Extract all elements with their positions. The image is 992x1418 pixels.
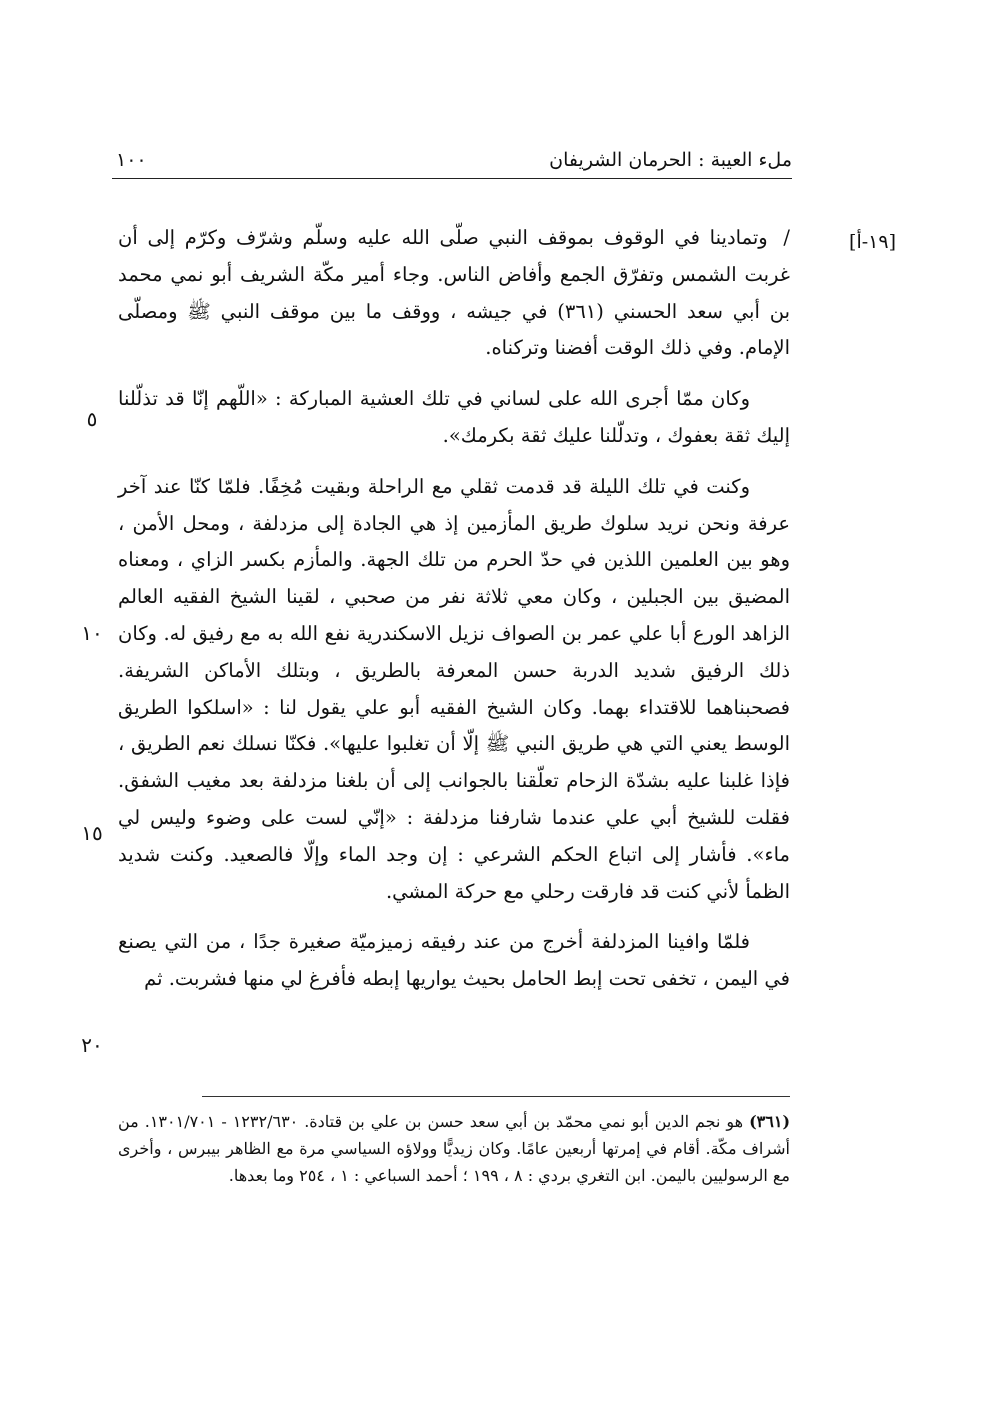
page-number: ١٠٠ — [116, 149, 147, 171]
running-header — [112, 146, 792, 179]
footnote-text: هو نجم الدين أبو نمي محمّد بن أبي سعد حسن بن علي بن قتادة. ١٢٣٢/٦٣٠ - ١٣٠١/٧٠١. من أشراف مكّة. أقام في إمرتها أربعين عامًا. وكان زيديًّا وولاؤه السياسي مرة مع الظاهر بيبرس ، وأخرى مع الرسوليين باليمن. ابن التغري بردي : ٨ ، ١٩٩ ؛ أحمد السباعي : ١ ، ٢٥٤ وما بعدها. — [118, 1112, 790, 1185]
line-number: ٥ — [86, 407, 98, 431]
paragraph — [118, 220, 790, 367]
paragraph-text: فلمّا وافينا المزدلفة أخرج من عند رفيقه زميزميّة صغيرة جدًا ، من التي يصنع في اليمن ، تخفى تحت إبط الحامل بحيث يواريها إبطه فأفرغ لي منها فشربت. ثم — [118, 930, 790, 991]
footnote-number: (٣٦١) — [749, 1112, 791, 1131]
paragraph — [118, 381, 790, 455]
folio-slash: / — [783, 226, 790, 249]
footnote-separator — [202, 1096, 790, 1097]
line-number: ٢٠ — [81, 1033, 103, 1057]
paragraph — [118, 924, 790, 998]
footnote — [118, 1108, 790, 1189]
running-title: ملء العيبة : الحرمان الشريفان — [549, 149, 792, 171]
footnotes — [118, 1108, 790, 1189]
line-number: ١٥ — [81, 821, 103, 845]
line-number: ١٠ — [81, 621, 103, 645]
paragraph-text: وكان ممّا أجرى الله على لساني في تلك العشية المباركة : «اللّهم إنّا قد تذلّلنا إليك ثقة بعفوك ، وتدلّلنا عليك ثقة بكرمك». — [118, 387, 790, 447]
paragraph-text: وتمادينا في الوقوف بموقف النبي صلّى الله عليه وسلّم وشرّف وكرّم إلى أن غربت الشمس وتفرّق الجمع وأفاض الناس. وجاء أمير مكّة الشريف أبو نمي محمد بن أبي سعد الحسني (٣٦١) في جيشه ، ووقف ما بين موقف النبي ﷺ ومصلّى الإمام. وفي ذلك الوقت أفضنا وتركناه. — [118, 226, 791, 360]
paragraph — [118, 469, 790, 911]
paragraph-text: وكنت في تلك الليلة قد قدمت ثقلي مع الراحلة وبقيت مُخِفًا. فلمّا كنّا عند آخر عرفة ونحن نريد سلوك طريق المأزمين إذ هي الجادة إلى مزدلفة ، ومحل الأمن ، وهو بين العلمين اللذين في حدّ الحرم من تلك الجهة. والمأزم بكسر الزاي ، ومعناه المضيق بين الجبلين ، وكان معي ثلاثة نفر من صحبي ، لقينا الشيخ الفقيه العالم الزاهد الورع أبا علي عمر بن الصواف نزيل الاسكندرية نفع الله به مع رفيق له. وكان ذلك الرفيق شديد الدربة حسن المعرفة بالطريق ، وبتلك الأماكن الشريفة. فصحبناهما للاقتداء بهما. وكان الشيخ الفقيه أبو علي يقول لنا : «اسلكوا الطريق الوسط يعني التي هي طريق النبي ﷺ إلّا أن تغلبوا عليها». فكنّا نسلك نعم الطريق ، فإذا غلبنا عليه بشدّة الزحام تعلّقنا بالجوانب إلى أن بلغنا مزدلفة بعد مغيب الشفق. فقلت للشيخ أبي علي عندما شارفنا مزدلفة : «إنّي لست على وضوء وليس لي ماء». فأشار إلى اتباع الحكم الشرعي : إن وجد الماء وإلّا فالصعيد. وكنت شديد الظمأ لأني كنت قد فارقت رحلي مع حركة المشي. — [118, 474, 790, 903]
main-text — [118, 220, 790, 998]
manuscript-folio-marker: [١٩-أ] — [849, 231, 896, 253]
